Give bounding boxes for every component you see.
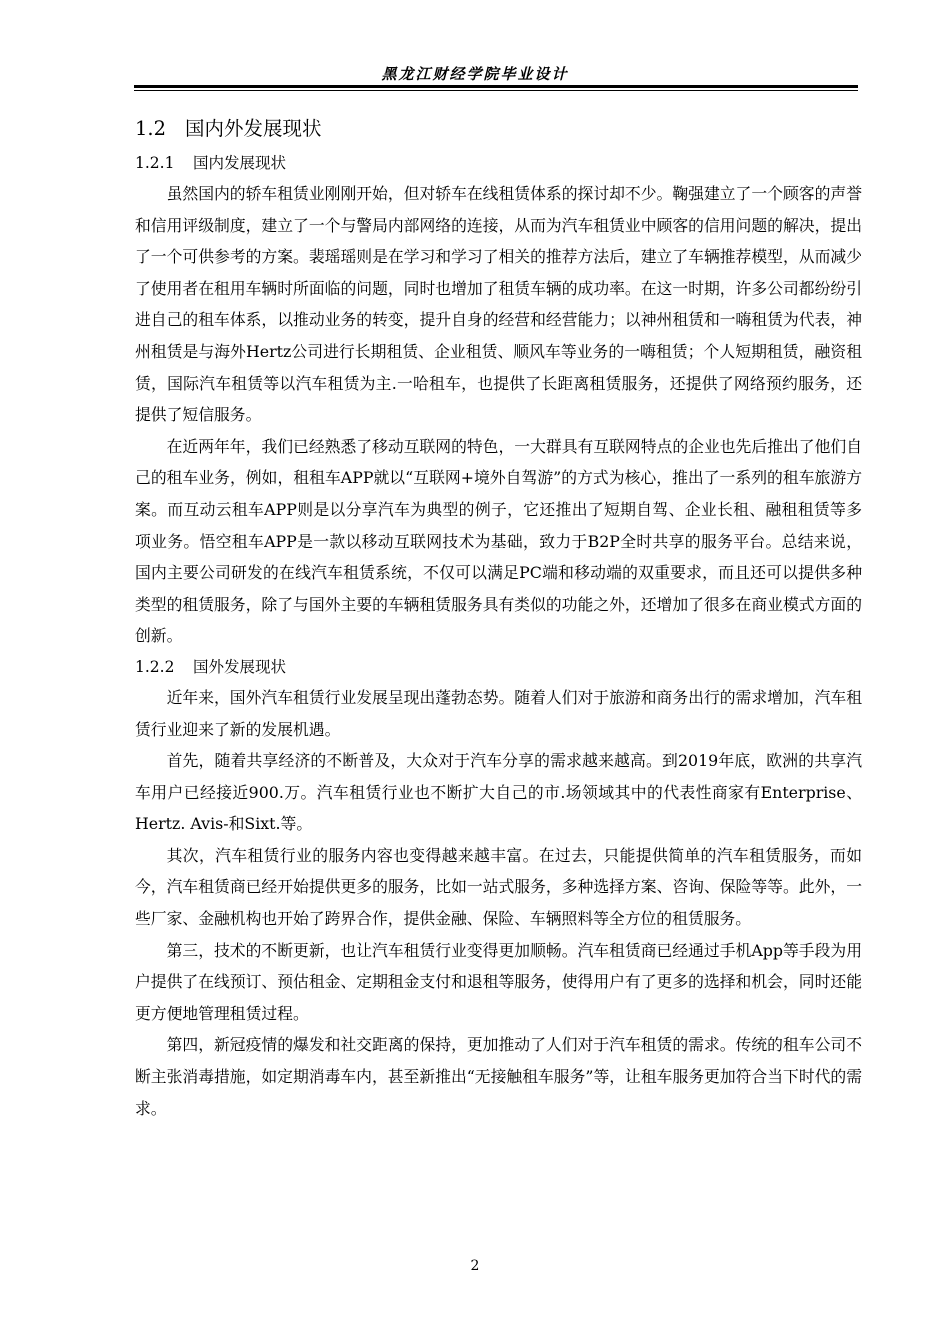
subsection-number: 1.2.2 (135, 657, 175, 676)
subsection-title: 国内发展现状 (193, 154, 287, 172)
section-title: 国内外发展现状 (185, 117, 322, 140)
paragraph: 虽然国内的轿车租赁业刚刚开始，但对轿车在线租赁体系的探讨却不少。鞠强建立了一个顾客的声誉和信用评级制度，建立了一个与警局内部网络的连接，从而为汽车租赁业中顾客的信用问题的解决，提出了一个可供参考的方案。裴瑶瑶则是在学习和学习了相关的推荐方法后，建立了车辆推荐模型，从而减少了使用者在租用车辆时所面临的问题，同时也增加了租赁车辆的成功率。在这一时期，许多公司都纷纷引进自己的租车体系，以推动业务的转变，提升自身的经营和经营能力；以神州租赁和一嗨租赁为代表，神州租赁是与海外Hertz公司进行长期租赁、企业租赁、顺风车等业务的一嗨租赁；个人短期租赁，融资租赁，国际汽车租赁等以汽车租赁为主.一哈租车，也提供了长距离租赁服务，还提供了网络预约服务，还提供了短信服务。 (135, 184, 862, 425)
subsection-heading-domestic (135, 148, 862, 178)
paragraph: 在近两年年，我们已经熟悉了移动互联网的特色，一大群具有互联网特点的企业也先后推出了他们自己的租车业务，例如，租租车APP就以“互联网+境外自驾游”的方式为核心，推出了一系列的租车旅游方案。而互动云租车APP则是以分享汽车为典型的例子，它还推出了短期自驾、企业长租、融租租赁等多项业务。悟空租车APP是一款以移动互联网技术为基础，致力于B2P全时共享的服务平台。总结来说，国内主要公司研发的在线汽车租赁系统，不仅可以满足PC端和移动端的双重要求，而且还可以提供多种类型的租赁服务，除了与国外主要的车辆租赁服务具有类似的功能之外，还增加了很多在商业模式方面的创新。 (135, 436, 862, 646)
paragraph: 近年来，国外汽车租赁行业发展呈现出蓬勃态势。随着人们对于旅游和商务出行的需求增加，汽车租赁行业迎来了新的发展机遇。 (135, 687, 862, 739)
paragraph: 其次，汽车租赁行业的服务内容也变得越来越丰富。在过去，只能提供简单的汽车租赁服务，而如今，汽车租赁商已经开始提供更多的服务，比如一站式服务，多种选择方案、咨询、保险等等。此外，一些厂家、金融机构也开始了跨界合作，提供金融、保险、车辆照料等全方位的租赁服务。 (135, 845, 862, 929)
header-rule-thin (134, 90, 858, 91)
page-content (135, 110, 862, 1124)
paragraph: 第四，新冠疫情的爆发和社交距离的保持，更加推动了人们对于汽车租赁的需求。传统的租车公司不断主张消毒措施，如定期消毒车内，甚至新推出“无接触租车服务”等，让租车服务更加符合当下时代的需求。 (135, 1035, 863, 1118)
section-number: 1.2 (135, 117, 167, 140)
section-heading (135, 110, 862, 148)
page-number: 2 (470, 1258, 480, 1274)
subsection-title: 国外发展现状 (193, 657, 287, 676)
document-header-title: 黑龙江财经学院毕业设计 (381, 65, 569, 83)
paragraph: 第三，技术的不断更新，也让汽车租赁行业变得更加顺畅。汽车租赁商已经通过手机App等手段为用户提供了在线预订、预估租金、定期租金支付和退租等服务，使得用户有了更多的选择和机会，同时还能更方便地管理租赁过程。 (135, 940, 862, 1023)
header-rule-thick (134, 85, 858, 88)
paragraph: 首先，随着共享经济的不断普及，大众对于汽车分享的需求越来越高。到2019年底，欧洲的共享汽车用户已经接近900.万。汽车租赁行业也不断扩大自己的市.场领域其中的代表性商家有Enterprise、Hertz. Avis-和Sixt.等。 (135, 751, 862, 834)
subsection-number: 1.2.1 (135, 154, 175, 172)
subsection-heading-foreign (135, 652, 862, 682)
